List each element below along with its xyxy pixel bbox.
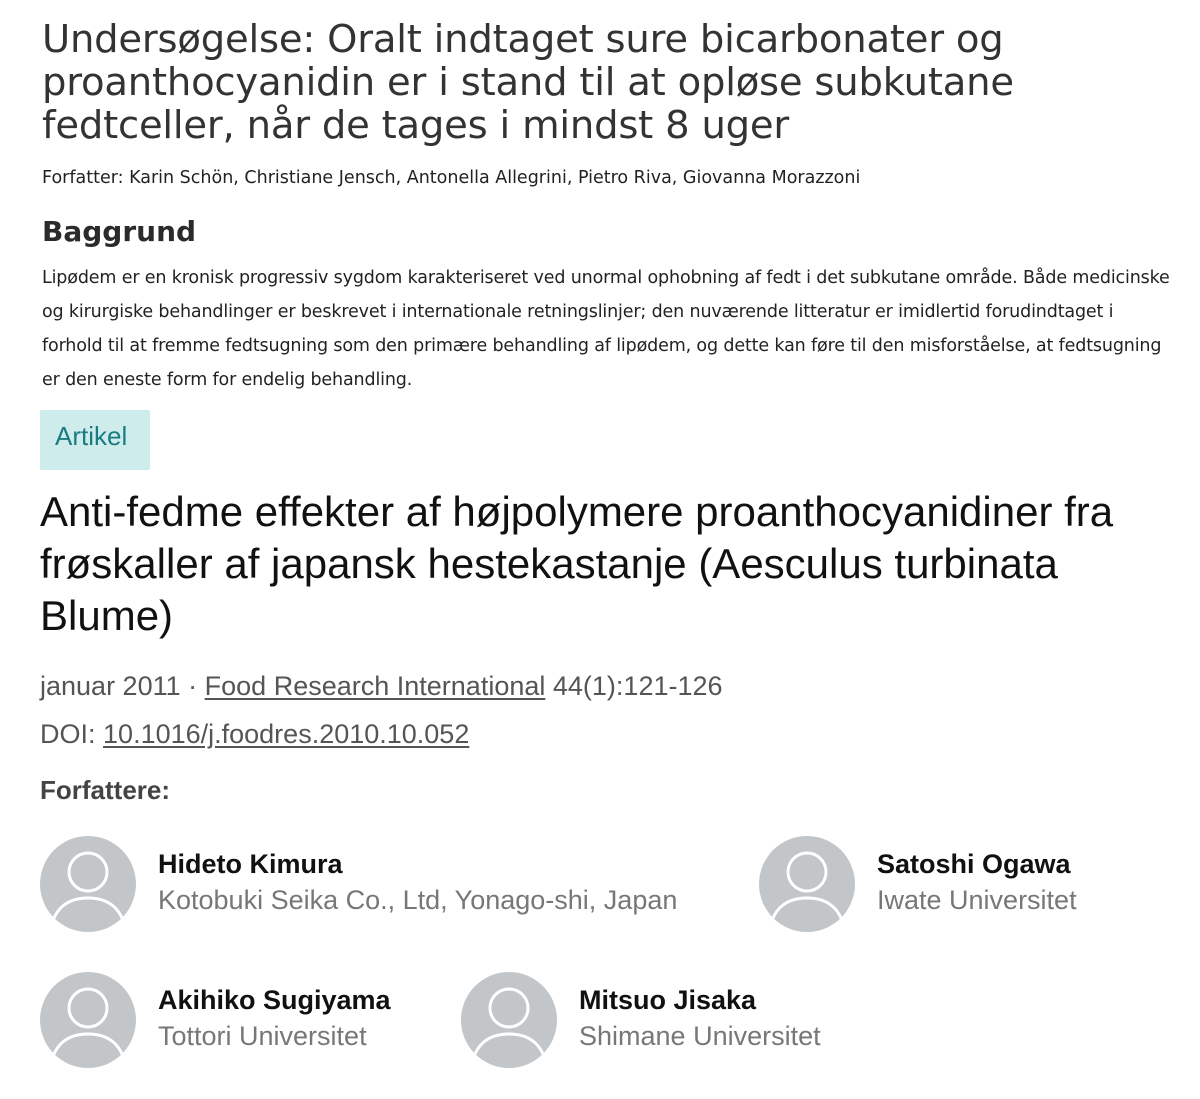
background-heading: Baggrund — [42, 215, 197, 248]
author-name[interactable]: Mitsuo Jisaka — [579, 985, 757, 1015]
publication-line — [40, 668, 1170, 704]
author-affiliation: Iwate Universitet — [877, 885, 1077, 915]
journal-issue: 44(1):121-126 — [552, 671, 723, 701]
author-name[interactable]: Satoshi Ogawa — [877, 849, 1071, 879]
study-title: Undersøgelse: Oralt indtaget sure bicarbonater og proanthocyanidin er i stand til at opløse subkutane fedtceller, når de tages i mindst 8 uger — [42, 17, 1014, 148]
article-section — [40, 486, 1170, 808]
doi-link[interactable]: 10.1016/j.foodres.2010.10.052 — [103, 719, 470, 749]
author-affiliation: Kotobuki Seika Co., Ltd, Yonago-shi, Japan — [158, 885, 678, 915]
author-card[interactable] — [759, 836, 1179, 932]
user-silhouette-icon — [461, 972, 557, 1068]
background-text: Lipødem er en kronisk progressiv sygdom karakteriseret ved unormal ophobning af fedt i det subkutane område. Både medicinske og kirurgiske behandlinger er beskrevet i internationale retningslinjer; den nuværende litteratur er imidlertid forudindtaget i forhold til at fremme fedtsugning som den primære behandling af lipødem, og dette kan føre til den misforståelse, at fedtsugning er den eneste form for endelig behandling. — [42, 268, 1170, 390]
article-type-badge: Artikel — [40, 410, 150, 470]
avatar-user-icon — [40, 972, 136, 1068]
avatar-user-icon — [40, 836, 136, 932]
user-silhouette-icon — [40, 972, 136, 1068]
avatar-user-icon — [461, 972, 557, 1068]
author-card[interactable] — [40, 972, 450, 1068]
authors-heading: Forfattere: — [40, 775, 171, 805]
publication-date: januar 2011 — [40, 671, 181, 701]
author-name[interactable]: Akihiko Sugiyama — [158, 985, 391, 1015]
meta-separator: · — [188, 671, 198, 701]
journal-link[interactable]: Food Research International — [204, 671, 546, 701]
author-affiliation: Shimane Universitet — [579, 1021, 821, 1051]
author-name[interactable]: Hideto Kimura — [158, 849, 343, 879]
doi-line — [40, 716, 1170, 752]
author-card[interactable] — [40, 836, 740, 932]
study-authors: Forfatter: Karin Schön, Christiane Jensch, Antonella Allegrini, Pietro Riva, Giovanna Morazzoni — [42, 168, 861, 188]
user-silhouette-icon — [40, 836, 136, 932]
study-section — [42, 18, 1172, 397]
author-card[interactable] — [461, 972, 881, 1068]
article-title: Anti-fedme effekter af højpolymere proanthocyanidiner fra frøskaller af japansk hestekastanje (Aesculus turbinata Blume) — [40, 488, 1114, 639]
author-affiliation: Tottori Universitet — [158, 1021, 367, 1051]
doi-label: DOI: — [40, 719, 96, 749]
user-silhouette-icon — [759, 836, 855, 932]
avatar-user-icon — [759, 836, 855, 932]
